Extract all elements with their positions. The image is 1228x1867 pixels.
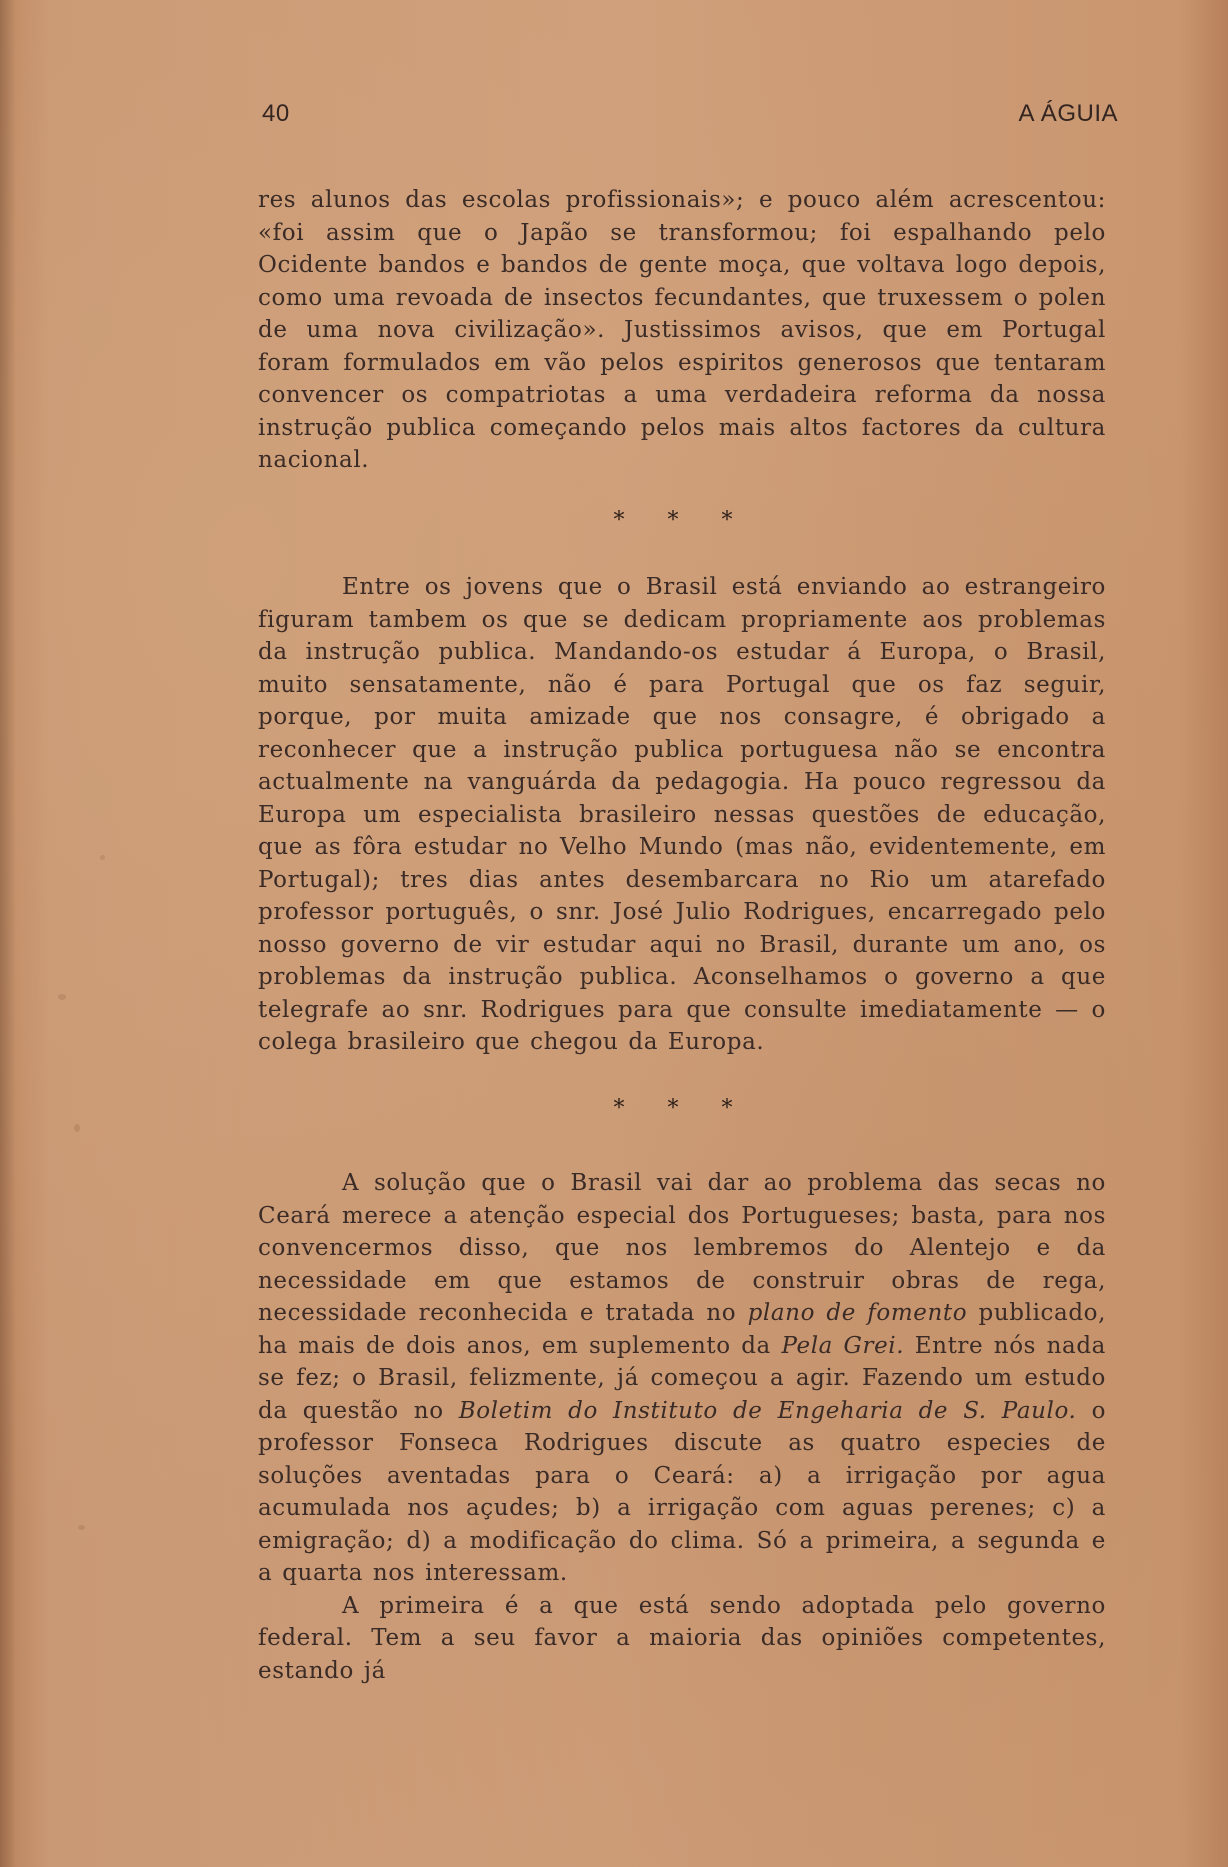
text-block-brazil-students xyxy=(258,571,1106,1059)
text-run: A solução que o Brasil vai dar ao problema das secas no Ceará merece a atenção especial dos Portugueses; basta, para nos convencermos disso, que nos lembremos do Alentejo e da necessidade em que estamos de construir obras de rega, necessidade reconhecida e tratada no xyxy=(258,1170,1106,1326)
page-header xyxy=(262,100,1118,134)
text-block-intro xyxy=(258,184,1106,477)
text-run: Entre nós nada se fez; o Brasil, felizmente, já começou a agir. Fazendo um estudo da questão no xyxy=(258,1332,1106,1424)
paper-stain xyxy=(100,855,105,860)
page-edge-shadow xyxy=(0,0,16,1867)
paragraph-first-solution: A primeira é a que está sendo adoptada pelo governo federal. Tem a seu favor a maioria das opiniões competentes, estando já xyxy=(258,1592,1106,1684)
paper-stain xyxy=(58,994,66,1000)
text-run: o professor Fonseca Rodrigues discute as quatro especies de soluções aventadas para o Ceará: a) a irrigação por agua acumulada nos açudes; b) a irrigação com aguas perenes; c) a emigração; d) a modificação do clima. Só a primeira, a segunda e a quarta nos interessam. xyxy=(258,1397,1107,1586)
paper-stain xyxy=(78,1525,85,1530)
running-title: A ÁGUIA xyxy=(1018,100,1118,127)
paragraph-droughts xyxy=(258,1167,1106,1590)
section-separator: * * * xyxy=(613,1096,751,1121)
paragraph-continuation: res alunos das escolas profissionais»; e pouco além acrescentou: «foi assim que o Japão se transformou; foi espalhando pelo Ocidente bandos e bandos de gente moça, que voltava logo depois, como uma revoada de insectos fecundantes, que truxessem o polen de uma nova civilização». Justissimos avisos, que em Portugal foram formulados em vão pelos espiritos generosos que tentaram convencer os compatriotas a uma verdadeira reforma da nossa instrução publica começando pelos mais altos factores da cultura nacional. xyxy=(258,187,1106,473)
italic-title-pela-grei: Pela Grei. xyxy=(781,1332,905,1359)
page-number: 40 xyxy=(262,100,290,127)
italic-title-boletim: Boletim do Instituto de Engeharia de S. Paulo. xyxy=(458,1397,1077,1424)
paper-stain xyxy=(74,1124,80,1132)
italic-title-plano-de-fomento: plano de fomento xyxy=(747,1300,968,1326)
text-block-droughts xyxy=(258,1167,1106,1687)
section-separator: * * * xyxy=(613,508,751,533)
text-run: publicado, ha mais de dois anos, em suplemento da xyxy=(258,1300,1107,1359)
paragraph-brazil-students: Entre os jovens que o Brasil está enviando ao estrangeiro figuram tambem os que se dedicam propriamente aos problemas da instrução publica. Mandando-os estudar á Europa, o Brasil, muito sensatamente, não é para Portugal que os faz seguir, porque, por muita amizade que nos consagre, é obrigado a reconhecer que a instrução publica portuguesa não se encontra actualmente na vanguárda da pedagogia. Ha pouco regressou da Europa um especialista brasileiro nessas questões de educação, que as fôra estudar no Velho Mundo (mas não, evidentemente, em Portugal); tres dias antes desembarcara no Rio um atarefado professor português, o snr. José Julio Rodrigues, encarregado pelo nosso governo de vir estudar aqui no Brasil, durante um ano, os problemas da instrução publica. Aconselhamos o governo a que telegrafe ao snr. Rodrigues para que consulte imediatamente — o colega brasileiro que chegou da Europa. xyxy=(258,574,1106,1055)
